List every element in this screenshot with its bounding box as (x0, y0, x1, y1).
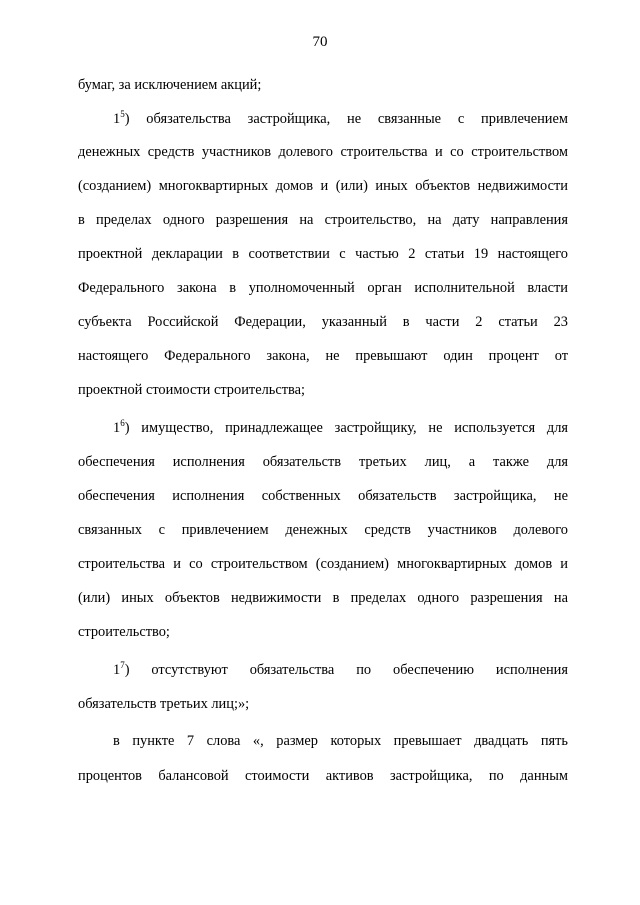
text-line: процентов балансовой стоимости активов застройщика, по данным (78, 768, 568, 784)
text-line: проектной стоимости строительства; (78, 382, 305, 398)
text-line: $1^7$) отсутствуют обязательства по обеспечению исполнения (113, 660, 568, 678)
text-line: (созданием) многоквартирных домов и (или) иных объектов недвижимости (78, 178, 568, 194)
text-line: (или) иных объектов недвижимости в пределах одного разрешения на (78, 590, 568, 606)
page-number: 70 (312, 34, 328, 50)
text-line: субъекта Российской Федерации, указанный в части 2 статьи 23 (78, 314, 568, 330)
text-line: обязательств третьих лиц;»; (78, 696, 250, 712)
text-line: строительство; (78, 624, 170, 640)
text-line: в пункте 7 слова «, размер которых превышает двадцать пять (113, 733, 568, 749)
text-line: строительства и со строительством (созданием) многоквартирных домов и (78, 556, 568, 572)
text-line: бумаг, за исключением акций; (78, 77, 262, 93)
text-line: настоящего Федерального закона, не превышают один процент от (78, 348, 568, 364)
text-line: $1^6$) имущество, принадлежащее застройщику, не используется для (113, 418, 568, 436)
text-line: Федерального закона в уполномоченный орган исполнительной власти (78, 280, 568, 296)
text-line: в пределах одного разрешения на строительство, на дату направления (78, 212, 568, 228)
text-line: связанных с привлечением денежных средств участников долевого (78, 522, 568, 538)
text-line: $1^5$) обязательства застройщика, не связанные с привлечением (113, 109, 568, 127)
text-line: обеспечения исполнения обязательств третьих лиц, а также для (78, 454, 568, 470)
text-line: обеспечения исполнения собственных обязательств застройщика, не (78, 488, 568, 504)
text-line: проектной декларации в соответствии с частью 2 статьи 19 настоящего (78, 246, 568, 262)
text-line: денежных средств участников долевого строительства и со строительством (78, 144, 568, 160)
